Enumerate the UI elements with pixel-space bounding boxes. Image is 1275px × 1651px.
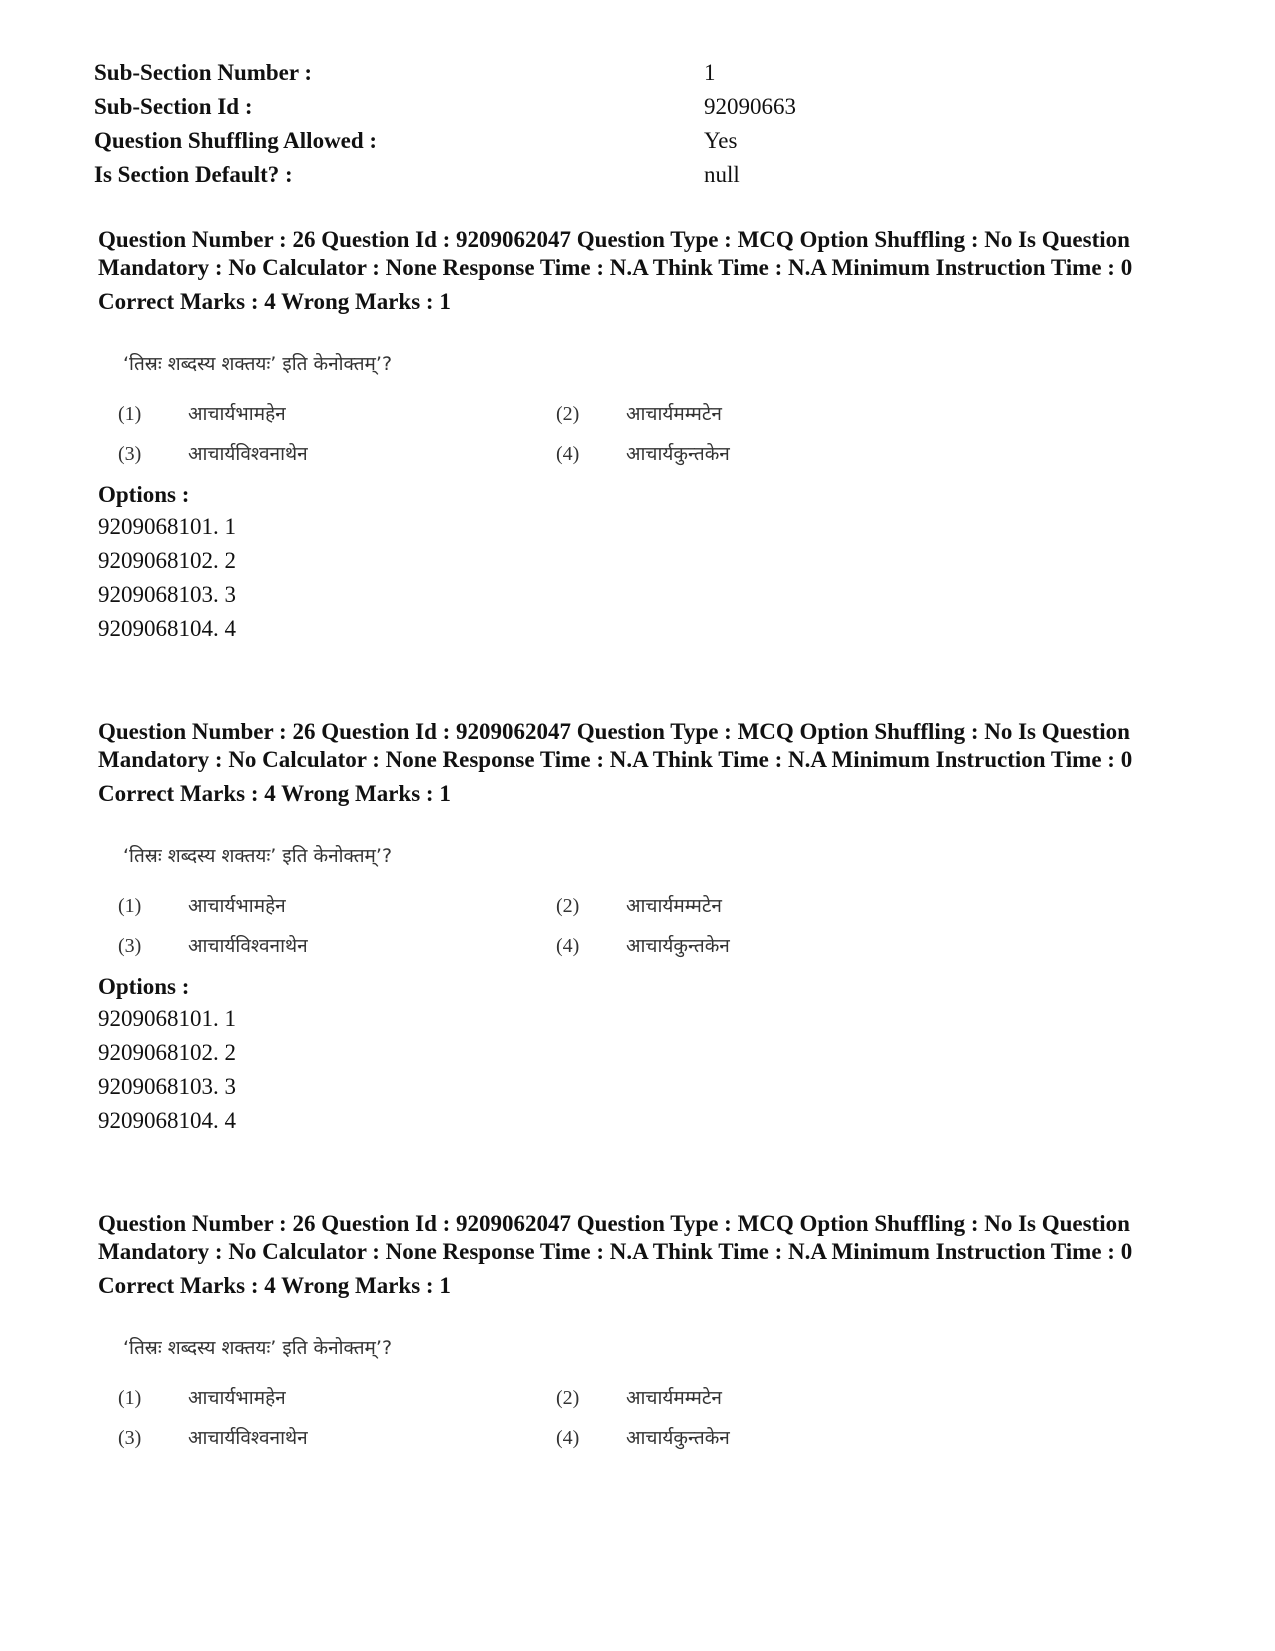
choice-text: आचार्यविश्वनाथेन bbox=[188, 935, 308, 957]
subsection-number-label: Sub-Section Number : bbox=[94, 60, 313, 85]
choice-number: (1) bbox=[118, 895, 142, 917]
choice-item bbox=[556, 932, 730, 958]
question-content bbox=[98, 316, 998, 476]
choice-text: आचार्यमम्मटेन bbox=[626, 1387, 722, 1409]
option-line: 9209068103. 3 bbox=[98, 1074, 236, 1099]
choice-number: (4) bbox=[556, 935, 580, 957]
choice-number: (1) bbox=[118, 1387, 142, 1409]
option-line: 9209068102. 2 bbox=[98, 548, 236, 573]
choice-item bbox=[118, 440, 308, 466]
choice-number: (4) bbox=[556, 443, 580, 465]
question-text: ‘तिस्रः शब्दस्य शक्तयः’ इति केनोक्तम्’? bbox=[123, 353, 393, 375]
choice-text: आचार्यकुन्तकेन bbox=[626, 935, 730, 957]
choice-number: (4) bbox=[556, 1427, 580, 1449]
question-block bbox=[98, 226, 1158, 646]
question-text: ‘तिस्रः शब्दस्य शक्तयः’ इति केनोक्तम्’? bbox=[123, 1337, 393, 1359]
question-block bbox=[98, 718, 1158, 1138]
choice-item bbox=[118, 1424, 308, 1450]
choice-number: (2) bbox=[556, 895, 580, 917]
options-title: Options : bbox=[98, 974, 190, 999]
choice-number: (3) bbox=[118, 935, 142, 957]
choice-item bbox=[556, 1424, 730, 1450]
choice-number: (3) bbox=[118, 1427, 142, 1449]
choice-item bbox=[118, 932, 308, 958]
subsection-id-label: Sub-Section Id : bbox=[94, 94, 253, 119]
question-header: Question Number : 26 Question Id : 9209062047 Question Type : MCQ Option Shuffling : No Is Question Mandatory : No Calculator : None Response Time : N.A Think Time : N.A Minimum Instruction Time : 0 bbox=[98, 1211, 1133, 1264]
question-header: Question Number : 26 Question Id : 9209062047 Question Type : MCQ Option Shuffling : No Is Question Mandatory : No Calculator : None Response Time : N.A Think Time : N.A Minimum Instruction Time : 0 bbox=[98, 719, 1133, 772]
choice-item bbox=[118, 400, 286, 426]
option-line: 9209068101. 1 bbox=[98, 1006, 236, 1031]
question-header: Question Number : 26 Question Id : 9209062047 Question Type : MCQ Option Shuffling : No Is Question Mandatory : No Calculator : None Response Time : N.A Think Time : N.A Minimum Instruction Time : 0 bbox=[98, 227, 1133, 280]
choice-item bbox=[556, 892, 722, 918]
section-default-row bbox=[94, 158, 794, 192]
question-marks: Correct Marks : 4 Wrong Marks : 1 bbox=[98, 1273, 451, 1298]
question-content bbox=[98, 1300, 998, 1460]
choice-item bbox=[118, 892, 286, 918]
question-marks: Correct Marks : 4 Wrong Marks : 1 bbox=[98, 781, 451, 806]
question-shuffling-label: Question Shuffling Allowed : bbox=[94, 128, 378, 153]
choice-item bbox=[556, 1384, 722, 1410]
question-content bbox=[98, 808, 998, 968]
choice-item bbox=[556, 400, 722, 426]
question-shuffling-row bbox=[94, 124, 794, 158]
choice-number: (2) bbox=[556, 1387, 580, 1409]
section-default-value: null bbox=[704, 162, 740, 187]
subsection-number-row bbox=[94, 56, 794, 90]
subsection-id-value: 92090663 bbox=[704, 94, 796, 119]
question-shuffling-value: Yes bbox=[704, 128, 738, 153]
choice-item bbox=[118, 1384, 286, 1410]
choice-number: (1) bbox=[118, 403, 142, 425]
option-line: 9209068104. 4 bbox=[98, 1108, 236, 1133]
choice-number: (2) bbox=[556, 403, 580, 425]
option-line: 9209068101. 1 bbox=[98, 514, 236, 539]
question-block bbox=[98, 1210, 1158, 1460]
choice-text: आचार्यमम्मटेन bbox=[626, 895, 722, 917]
choice-text: आचार्यभामहेन bbox=[188, 1387, 286, 1409]
option-line: 9209068103. 3 bbox=[98, 582, 236, 607]
question-text: ‘तिस्रः शब्दस्य शक्तयः’ इति केनोक्तम्’? bbox=[123, 845, 393, 867]
choice-text: आचार्यविश्वनाथेन bbox=[188, 443, 308, 465]
choice-text: आचार्यभामहेन bbox=[188, 403, 286, 425]
choice-text: आचार्यभामहेन bbox=[188, 895, 286, 917]
option-line: 9209068104. 4 bbox=[98, 616, 236, 641]
choice-number: (3) bbox=[118, 443, 142, 465]
question-marks: Correct Marks : 4 Wrong Marks : 1 bbox=[98, 289, 451, 314]
choice-text: आचार्यमम्मटेन bbox=[626, 403, 722, 425]
choice-text: आचार्यविश्वनाथेन bbox=[188, 1427, 308, 1449]
options-title: Options : bbox=[98, 482, 190, 507]
choice-text: आचार्यकुन्तकेन bbox=[626, 1427, 730, 1449]
choice-item bbox=[556, 440, 730, 466]
choice-text: आचार्यकुन्तकेन bbox=[626, 443, 730, 465]
subsection-number-value: 1 bbox=[704, 60, 716, 85]
option-line: 9209068102. 2 bbox=[98, 1040, 236, 1065]
subsection-info bbox=[94, 56, 794, 192]
subsection-id-row bbox=[94, 90, 794, 124]
section-default-label: Is Section Default? : bbox=[94, 162, 293, 187]
